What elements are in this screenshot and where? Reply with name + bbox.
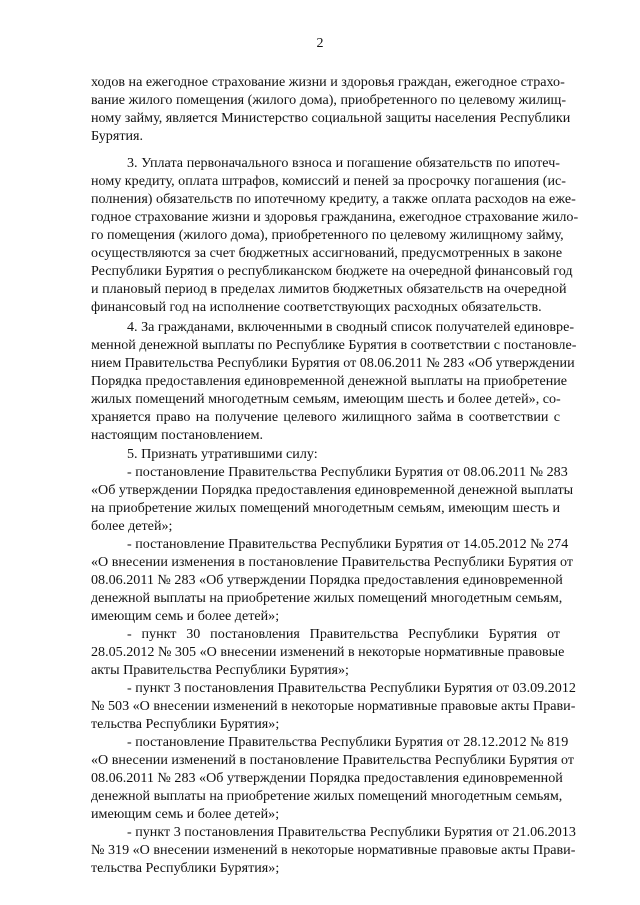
text-line: «Об утверждении Порядка предоставления единовременной денежной выплаты (91, 482, 574, 498)
text-line: на приобретение жилых помещений многодетным семьям, имеющим шесть и (91, 500, 560, 516)
text-line: № 319 «О внесении изменений в некоторые нормативные правовые акты Прави- (91, 842, 576, 858)
text-line: ходов на ежегодное страхование жизни и здоровья граждан, ежегодное страхо- (91, 74, 565, 90)
text-line: - пункт 3 постановления Правительства Республики Бурятия от 03.09.2012 (127, 680, 576, 696)
text-line: - постановление Правительства Республики Бурятия от 08.06.2011 № 283 (127, 464, 568, 480)
paragraph-item-3 (91, 154, 579, 316)
text-line: полнения) обязательств по ипотечному кредиту, а также оплата расходов на еже- (91, 191, 576, 207)
text-line: менной денежной выплаты по Республике Бурятия в соответствии с постановле- (91, 337, 577, 353)
text-line: вание жилого помещения (жилого дома), приобретенного по целевому жилищ- (91, 92, 567, 108)
text-line: осуществляются за счет бюджетных ассигнований, предусмотренных в законе (91, 245, 563, 261)
text-line: более детей»; (91, 518, 173, 534)
text-line: Республики Бурятия о республиканском бюджете на очередной финансовый год (91, 263, 573, 279)
text-line: 4. За гражданами, включенными в сводный список получателей единовре- (127, 319, 575, 335)
text-line: - постановление Правительства Республики Бурятия от 14.05.2012 № 274 (127, 536, 569, 552)
text-line: настоящим постановлением. (91, 427, 264, 443)
text-line: финансовый год на исполнение соответствующих расходных обязательств. (91, 299, 542, 315)
text-line: ному займу, является Министерство социальной защиты населения Республики (91, 110, 571, 126)
text-line: и плановый период в пределах лимитов бюджетных обязательств на очередной (91, 281, 567, 297)
text-line: денежной выплаты на приобретение жилых помещений многодетным семьям, (91, 788, 563, 804)
text-line: 3. Уплата первоначального взноса и погашение обязательств по ипотеч- (127, 155, 560, 171)
text-line: годное страхование жизни и здоровья гражданина, ежегодное страхование жило- (91, 209, 579, 225)
page-number: 2 (316, 36, 324, 51)
text-line: го помещения (жилого дома), приобретенного по целевому жилищному займу, (91, 227, 564, 243)
text-line: Порядка предоставления единовременной денежной выплаты на приобретение (91, 373, 568, 389)
text-line: «О внесении изменений в постановление Правительства Республики Бурятия от (91, 752, 575, 768)
text-line: 08.06.2011 № 283 «Об утверждении Порядка предоставления единовременной (91, 770, 563, 786)
text-line: «О внесении изменения в постановление Правительства Республики Бурятия от (91, 554, 574, 570)
text-line: - пункт 30 постановления Правительства Республики Бурятия от (127, 626, 560, 642)
text-line: 5. Признать утратившими силу: (127, 446, 318, 462)
text-line: нием Правительства Республики Бурятия от 08.06.2011 № 283 «Об утверждении (91, 355, 575, 371)
text-line: тельства Республики Бурятия»; (91, 860, 280, 876)
text-line: ному кредиту, оплата штрафов, комиссий и пеней за просрочку погашения (ис- (91, 173, 566, 189)
text-line: - постановление Правительства Республики Бурятия от 28.12.2012 № 819 (127, 734, 569, 750)
text-line: 08.06.2011 № 283 «Об утверждении Порядка предоставления единовременной (91, 572, 563, 588)
text-line: храняется право на получение целевого жилищного займа в соответствии с (91, 409, 560, 425)
text-line: № 503 «О внесении изменений в некоторые нормативные правовые акты Прави- (91, 698, 576, 714)
text-line: 28.05.2012 № 305 «О внесении изменений в некоторые нормативные правовые (91, 644, 565, 660)
paragraph-continuation (91, 73, 571, 145)
text-line: денежной выплаты на приобретение жилых помещений многодетным семьям, (91, 590, 563, 606)
text-line: Бурятия. (91, 128, 144, 144)
text-line: - пункт 3 постановления Правительства Республики Бурятия от 21.06.2013 (127, 824, 576, 840)
text-line: тельства Республики Бурятия»; (91, 716, 280, 732)
paragraph-item-4 (91, 318, 577, 444)
text-line: акты Правительства Республики Бурятия»; (91, 662, 349, 678)
text-line: имеющим семь и более детей»; (91, 608, 280, 624)
paragraph-item-5 (91, 445, 576, 877)
text-line: имеющим семь и более детей»; (91, 806, 280, 822)
text-line: жилых помещений многодетным семьям, имеющим шесть и более детей», со- (91, 391, 561, 407)
